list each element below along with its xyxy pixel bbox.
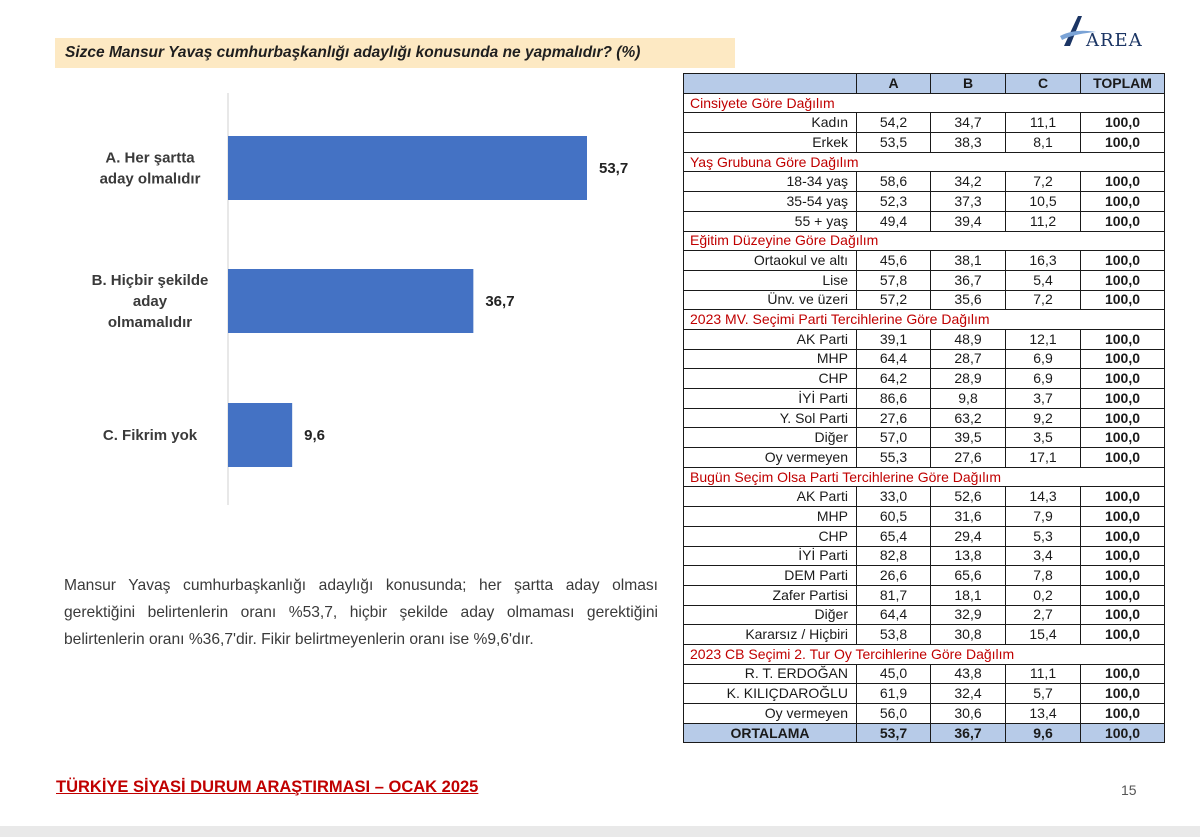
- table-row: [684, 192, 1165, 212]
- table-cell-a: 53,5: [857, 133, 931, 153]
- table-row: [684, 605, 1165, 625]
- table-row-label: 18-34 yaş: [684, 172, 857, 192]
- table-cell-c: 14,3: [1006, 487, 1081, 507]
- table-cell-c: 13,4: [1006, 704, 1081, 724]
- question-text: Sizce Mansur Yavaş cumhurbaşkanlığı adaylığı konusunda ne yapmalıdır? (%): [65, 44, 641, 61]
- table-cell-total: 100,0: [1081, 408, 1165, 428]
- category-label-1: A. Her şartta aday olmalıdır: [99, 149, 201, 188]
- table-cell-total: 100,0: [1081, 448, 1165, 468]
- table-cell-b: 29,4: [931, 526, 1006, 546]
- table-cell-total: 100,0: [1081, 487, 1165, 507]
- average-cell: 53,7: [857, 723, 931, 743]
- table-row-label: Oy vermeyen: [684, 704, 857, 724]
- table-row: [684, 113, 1165, 133]
- table-cell-total: 100,0: [1081, 113, 1165, 133]
- average-cell: 100,0: [1081, 723, 1165, 743]
- table-row-label: 55 + yaş: [684, 211, 857, 231]
- table-cell-a: 56,0: [857, 704, 931, 724]
- table-row: [684, 408, 1165, 428]
- table-cell-total: 100,0: [1081, 251, 1165, 271]
- table-row-label: R. T. ERDOĞAN: [684, 664, 857, 684]
- table-cell-a: 49,4: [857, 211, 931, 231]
- table-row-label: Oy vermeyen: [684, 448, 857, 468]
- table-cell-total: 100,0: [1081, 605, 1165, 625]
- table-cell-a: 60,5: [857, 507, 931, 527]
- table-cell-total: 100,0: [1081, 211, 1165, 231]
- table-cell-a: 57,8: [857, 270, 931, 290]
- table-cell-a: 54,2: [857, 113, 931, 133]
- table-cell-total: 100,0: [1081, 329, 1165, 349]
- table-cell-a: 81,7: [857, 585, 931, 605]
- table-row: [684, 526, 1165, 546]
- table-cell-a: 58,6: [857, 172, 931, 192]
- bar-value-label-1: 53,7: [599, 160, 629, 177]
- table-cell-b: 28,9: [931, 369, 1006, 389]
- table-row-label: DEM Parti: [684, 566, 857, 586]
- table-cell-a: 52,3: [857, 192, 931, 212]
- table-cell-a: 82,8: [857, 546, 931, 566]
- table-cell-c: 3,7: [1006, 389, 1081, 409]
- table-cell-a: 26,6: [857, 566, 931, 586]
- table-cell-c: 11,1: [1006, 113, 1081, 133]
- table-section-title: 2023 MV. Seçimi Parti Tercihlerine Göre Dağılım: [684, 310, 1165, 330]
- table-header-cell: A: [857, 74, 931, 94]
- bar-value-label-2: 36,7: [485, 293, 515, 310]
- summary-paragraph: Mansur Yavaş cumhurbaşkanlığı adaylığı konusunda; her şartta aday olması gerektiğini belirtenlerin oranı %53,7, hiçbir şekilde aday olmaması gerektiğini belirtenlerin oranı %36,7'dir. Fikir belirtmeyenlerin oranı ise %9,6'dır.: [64, 577, 658, 648]
- table-cell-a: 64,4: [857, 605, 931, 625]
- table-section-row: [684, 93, 1165, 113]
- table-row-label: Zafer Partisi: [684, 585, 857, 605]
- table-row-label: Ortaokul ve altı: [684, 251, 857, 271]
- table-cell-c: 10,5: [1006, 192, 1081, 212]
- table-row: [684, 448, 1165, 468]
- table-cell-total: 100,0: [1081, 585, 1165, 605]
- table-cell-total: 100,0: [1081, 389, 1165, 409]
- table-cell-a: 45,6: [857, 251, 931, 271]
- table-row-label: Kadın: [684, 113, 857, 133]
- table-cell-c: 7,8: [1006, 566, 1081, 586]
- average-cell: 36,7: [931, 723, 1006, 743]
- table-row: [684, 507, 1165, 527]
- table-average-row: [684, 723, 1165, 743]
- average-cell: 9,6: [1006, 723, 1081, 743]
- table-cell-total: 100,0: [1081, 270, 1165, 290]
- report-title-footer: TÜRKİYE SİYASİ DURUM ARAŞTIRMASI – OCAK 2025: [56, 778, 479, 796]
- table-cell-b: 37,3: [931, 192, 1006, 212]
- table-cell-b: 35,6: [931, 290, 1006, 310]
- table-cell-a: 65,4: [857, 526, 931, 546]
- table-row-label: AK Parti: [684, 487, 857, 507]
- table-row: [684, 329, 1165, 349]
- bar-2: [228, 269, 473, 333]
- table-row: [684, 270, 1165, 290]
- table-cell-total: 100,0: [1081, 507, 1165, 527]
- table-cell-c: 15,4: [1006, 625, 1081, 645]
- category-label-3: C. Fikrim yok: [102, 427, 198, 444]
- table-cell-b: 65,6: [931, 566, 1006, 586]
- table-cell-b: 38,1: [931, 251, 1006, 271]
- table-row: [684, 211, 1165, 231]
- table-cell-b: 34,7: [931, 113, 1006, 133]
- table-row: [684, 566, 1165, 586]
- table-row-label: CHP: [684, 526, 857, 546]
- table-cell-c: 17,1: [1006, 448, 1081, 468]
- table-cell-c: 11,1: [1006, 664, 1081, 684]
- table-row-label: Erkek: [684, 133, 857, 153]
- table-section-row: [684, 644, 1165, 664]
- logo-text: AREA: [1086, 30, 1143, 51]
- table-section-title: 2023 CB Seçimi 2. Tur Oy Tercihlerine Göre Dağılım: [684, 644, 1165, 664]
- table-cell-b: 52,6: [931, 487, 1006, 507]
- table-section-row: [684, 231, 1165, 251]
- table-cell-b: 36,7: [931, 270, 1006, 290]
- table-cell-c: 7,9: [1006, 507, 1081, 527]
- table-cell-c: 3,5: [1006, 428, 1081, 448]
- table-row-label: MHP: [684, 349, 857, 369]
- bar-value-label-3: 9,6: [304, 427, 326, 444]
- table-cell-c: 6,9: [1006, 349, 1081, 369]
- table-cell-b: 32,4: [931, 684, 1006, 704]
- table-cell-c: 2,7: [1006, 605, 1081, 625]
- table-cell-c: 6,9: [1006, 369, 1081, 389]
- table-cell-total: 100,0: [1081, 349, 1165, 369]
- table-row-label: 35-54 yaş: [684, 192, 857, 212]
- table-row-label: Y. Sol Parti: [684, 408, 857, 428]
- table-cell-a: 57,0: [857, 428, 931, 448]
- table-cell-a: 61,9: [857, 684, 931, 704]
- table-cell-b: 39,4: [931, 211, 1006, 231]
- table-row-label: Ünv. ve üzeri: [684, 290, 857, 310]
- table-cell-total: 100,0: [1081, 369, 1165, 389]
- table-row: [684, 585, 1165, 605]
- table-cell-c: 5,3: [1006, 526, 1081, 546]
- table-header-cell: [684, 74, 857, 94]
- table-cell-c: 11,2: [1006, 211, 1081, 231]
- table-cell-total: 100,0: [1081, 172, 1165, 192]
- table-row: [684, 684, 1165, 704]
- table-cell-b: 43,8: [931, 664, 1006, 684]
- bar-3: [228, 403, 292, 467]
- category-label-2: B. Hiçbir şekilde aday olmamalıdır: [91, 272, 209, 331]
- table-cell-total: 100,0: [1081, 546, 1165, 566]
- table-cell-b: 63,2: [931, 408, 1006, 428]
- area-logo: [1058, 10, 1158, 54]
- table-row: [684, 290, 1165, 310]
- table-row-label: Diğer: [684, 428, 857, 448]
- table-cell-total: 100,0: [1081, 192, 1165, 212]
- table-row-label: MHP: [684, 507, 857, 527]
- table-header-row: [684, 74, 1165, 94]
- table-cell-b: 13,8: [931, 546, 1006, 566]
- table-row: [684, 172, 1165, 192]
- page-bottom-shade: [0, 826, 1200, 837]
- table-cell-a: 55,3: [857, 448, 931, 468]
- table-row: [684, 546, 1165, 566]
- table-section-row: [684, 152, 1165, 172]
- table-cell-c: 8,1: [1006, 133, 1081, 153]
- table-cell-b: 39,5: [931, 428, 1006, 448]
- table-row: [684, 349, 1165, 369]
- table-cell-a: 64,2: [857, 369, 931, 389]
- table-cell-total: 100,0: [1081, 428, 1165, 448]
- table-cell-total: 100,0: [1081, 664, 1165, 684]
- table-cell-c: 5,4: [1006, 270, 1081, 290]
- table-row-label: K. KILIÇDAROĞLU: [684, 684, 857, 704]
- table-section-title: Bugün Seçim Olsa Parti Tercihlerine Göre Dağılım: [684, 467, 1165, 487]
- table-cell-c: 7,2: [1006, 290, 1081, 310]
- table-cell-b: 34,2: [931, 172, 1006, 192]
- table-row: [684, 664, 1165, 684]
- table-cell-b: 30,6: [931, 704, 1006, 724]
- table-row: [684, 369, 1165, 389]
- table-cell-total: 100,0: [1081, 290, 1165, 310]
- table-cell-c: 5,7: [1006, 684, 1081, 704]
- table-row: [684, 251, 1165, 271]
- table-row-label: Lise: [684, 270, 857, 290]
- table-cell-b: 30,8: [931, 625, 1006, 645]
- table-cell-total: 100,0: [1081, 526, 1165, 546]
- table-row-label: Kararsız / Hiçbiri: [684, 625, 857, 645]
- table-cell-b: 18,1: [931, 585, 1006, 605]
- table-cell-a: 53,8: [857, 625, 931, 645]
- table-cell-total: 100,0: [1081, 684, 1165, 704]
- table-row: [684, 625, 1165, 645]
- table-header-cell: B: [931, 74, 1006, 94]
- table-row-label: AK Parti: [684, 329, 857, 349]
- table-cell-total: 100,0: [1081, 625, 1165, 645]
- table-cell-c: 12,1: [1006, 329, 1081, 349]
- table-header-cell: TOPLAM: [1081, 74, 1165, 94]
- table-cell-c: 7,2: [1006, 172, 1081, 192]
- table-cell-c: 0,2: [1006, 585, 1081, 605]
- table-cell-c: 16,3: [1006, 251, 1081, 271]
- table-cell-b: 27,6: [931, 448, 1006, 468]
- table-cell-a: 64,4: [857, 349, 931, 369]
- bar-1: [228, 136, 587, 200]
- table-cell-b: 38,3: [931, 133, 1006, 153]
- table-row: [684, 133, 1165, 153]
- table-section-title: Yaş Grubuna Göre Dağılım: [684, 152, 1165, 172]
- table-row: [684, 428, 1165, 448]
- table-section-row: [684, 310, 1165, 330]
- table-cell-a: 33,0: [857, 487, 931, 507]
- table-cell-c: 3,4: [1006, 546, 1081, 566]
- table-cell-b: 28,7: [931, 349, 1006, 369]
- table-cell-total: 100,0: [1081, 704, 1165, 724]
- crosstab-table: [683, 73, 1164, 743]
- table-cell-b: 31,6: [931, 507, 1006, 527]
- table-cell-b: 32,9: [931, 605, 1006, 625]
- average-label: ORTALAMA: [684, 723, 857, 743]
- table-row: [684, 704, 1165, 724]
- table-row-label: CHP: [684, 369, 857, 389]
- table-cell-b: 9,8: [931, 389, 1006, 409]
- table-row: [684, 487, 1165, 507]
- table-cell-a: 39,1: [857, 329, 931, 349]
- page-number: 15: [1121, 782, 1137, 798]
- table-cell-a: 86,6: [857, 389, 931, 409]
- table-section-row: [684, 467, 1165, 487]
- table-cell-a: 27,6: [857, 408, 931, 428]
- table-cell-a: 45,0: [857, 664, 931, 684]
- table-cell-total: 100,0: [1081, 133, 1165, 153]
- table-cell-a: 57,2: [857, 290, 931, 310]
- table-row-label: İYİ Parti: [684, 546, 857, 566]
- table-cell-b: 48,9: [931, 329, 1006, 349]
- table-row: [684, 389, 1165, 409]
- table-section-title: Cinsiyete Göre Dağılım: [684, 93, 1165, 113]
- table-row-label: Diğer: [684, 605, 857, 625]
- table-row-label: İYİ Parti: [684, 389, 857, 409]
- table-cell-total: 100,0: [1081, 566, 1165, 586]
- table-section-title: Eğitim Düzeyine Göre Dağılım: [684, 231, 1165, 251]
- table-header-cell: C: [1006, 74, 1081, 94]
- question-banner: [55, 38, 735, 68]
- bar-chart: [0, 80, 680, 520]
- table-cell-c: 9,2: [1006, 408, 1081, 428]
